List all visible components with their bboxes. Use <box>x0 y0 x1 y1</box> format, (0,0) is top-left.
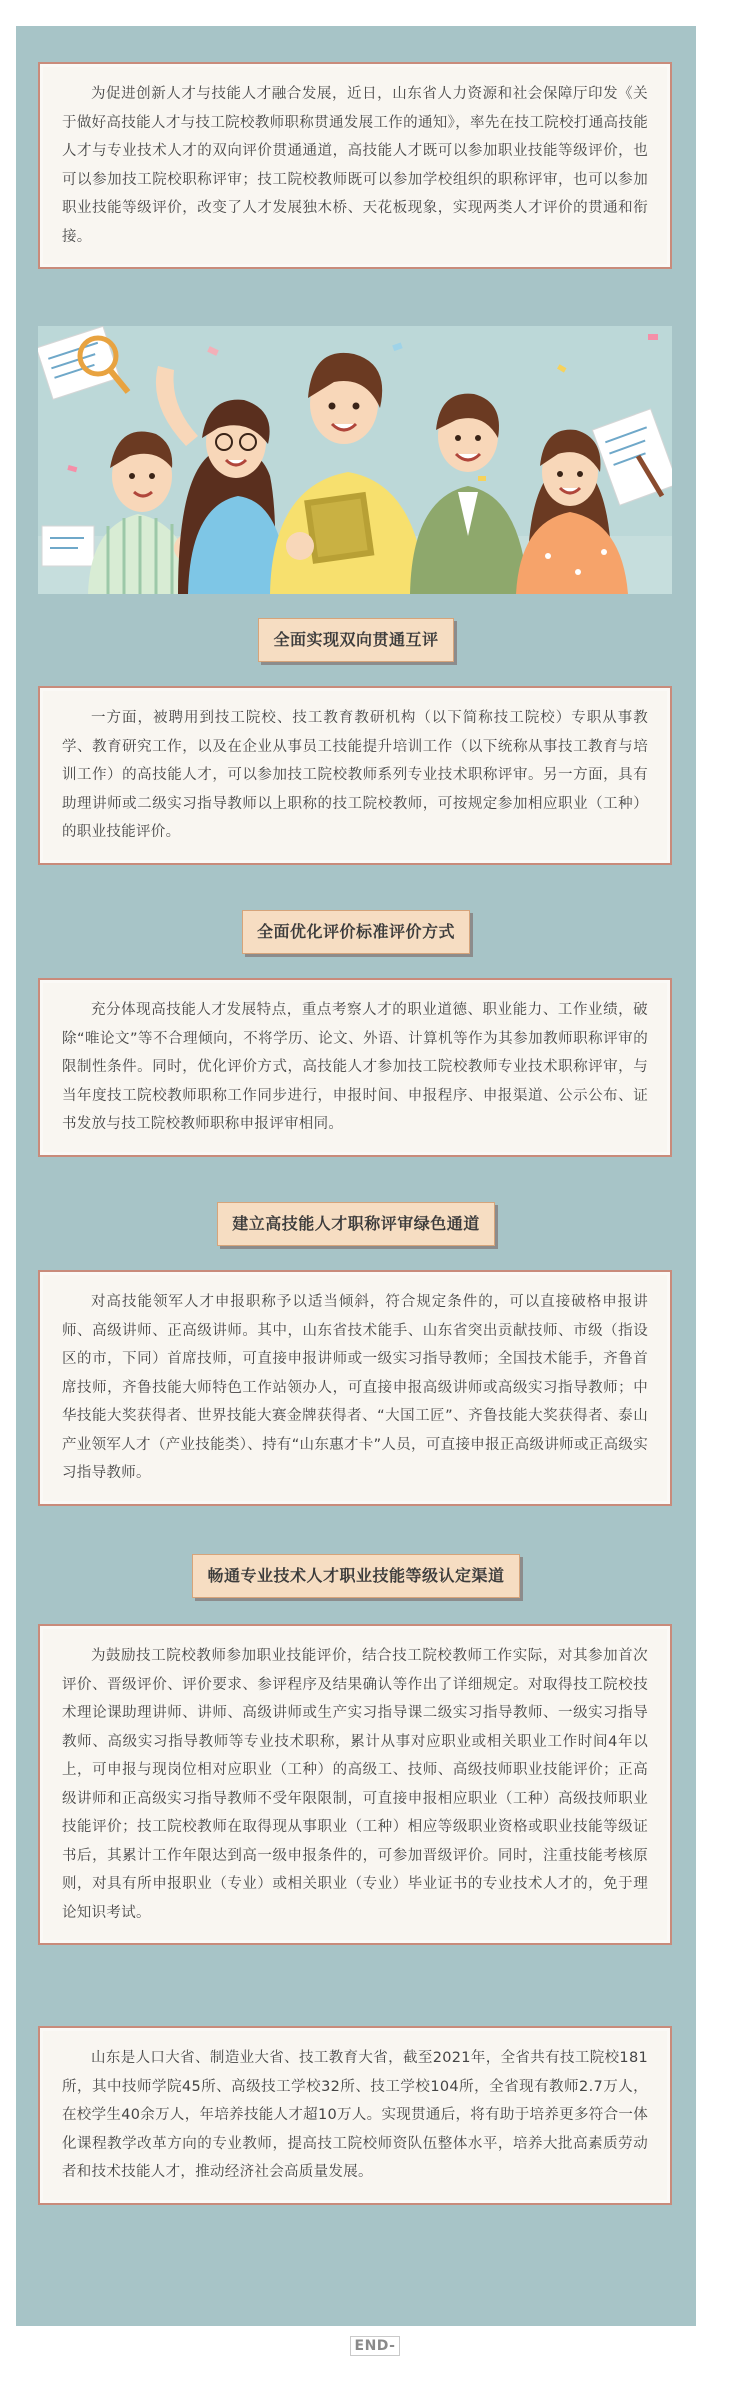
section-body-3: 对高技能领军人才申报职称予以适当倾斜，符合规定条件的，可以直接破格申报讲师、高级讲师、正高级讲师。其中，山东省技术能手、山东省突出贡献技师、市级（指设区的市，下同）首席技师，可直接申报讲师或一级实习指导教师；全国技术能手，齐鲁首席技师，齐鲁技能大师特色工作站领办人，可直接申报高级讲师或高级实习指导教师；中华技能大奖获得者、世界技能大赛金牌获得者、“大国工匠”、齐鲁技能大奖获得者、泰山产业领军人才（产业技能类）、持有“山东惠才卡”人员，可直接申报正高级讲师或正高级实习指导教师。 <box>62 1294 648 1481</box>
section-heading-2 <box>16 910 696 954</box>
section-heading-2-label: 全面优化评价标准评价方式 <box>242 910 470 954</box>
section-heading-1-label: 全面实现双向贯通互评 <box>258 618 453 662</box>
banner-illustration <box>38 326 672 594</box>
section-heading-4-label: 畅通专业技术人才职业技能等级认定渠道 <box>192 1554 519 1598</box>
section-heading-3 <box>16 1202 696 1246</box>
intro-text: 为促进创新人才与技能人才融合发展，近日，山东省人力资源和社会保障厅印发《关于做好高技能人才与技工院校教师职称贯通发展工作的通知》，率先在技工院校打通高技能人才与专业技术人才的双向评价贯通通道，高技能人才既可以参加职业技能等级评价，也可以参加技工院校职称评审；技工院校教师既可以参加学校组织的职称评审，也可以参加职业技能等级评价，改变了人才发展独木桥、天花板现象，实现两类人才评价的贯通和衔接。 <box>62 86 648 245</box>
end-marker <box>0 2335 750 2356</box>
section-card-4 <box>38 1624 672 1945</box>
section-card-2 <box>38 978 672 1157</box>
section-heading-4 <box>16 1554 696 1598</box>
end-label: END- <box>350 2336 401 2356</box>
section-heading-3-label: 建立高技能人才职称评审绿色通道 <box>217 1202 495 1246</box>
intro-card <box>38 62 672 269</box>
section-card-1 <box>38 686 672 865</box>
section-body-4: 为鼓励技工院校教师参加职业技能评价，结合技工院校教师工作实际，对其参加首次评价、晋级评价、评价要求、参评程序及结果确认等作出了详细规定。对取得技工院校技术理论课助理讲师、讲师、高级讲师或生产实习指导课二级实习指导教师、一级实习指导教师、高级实习指导教师等专业技术职称，累计从事对应职业或相关职业工作时间4年以上，可申报与现岗位相对应职业（工种）的高级工、技师、高级技师职业技能评价；正高级讲师和正高级实习指导教师不受年限限制，可直接申报相应职业（工种）高级技师职业技能评价；技工院校教师在取得现从事职业（工种）相应等级职业资格或职业技能等级证书后，其累计工作年限达到高一级申报条件的，可参加晋级评价。同时，注重技能考核原则，对具有所申报职业（专业）或相关职业（专业）毕业证书的专业技术人才的，免于理论知识考试。 <box>62 1648 648 1921</box>
section-card-3 <box>38 1270 672 1506</box>
section-body-2: 充分体现高技能人才发展特点，重点考察人才的职业道德、职业能力、工作业绩，破除“唯论文”等不合理倾向，不将学历、论文、外语、计算机等作为其参加教师职称评审的限制性条件。同时，优化评价方式，高技能人才参加技工院校教师专业技术职称评审，与当年度技工院校教师职称工作同步进行，申报时间、申报程序、申报渠道、公示公布、证书发放与技工院校教师职称申报评审相同。 <box>62 1002 648 1132</box>
section-heading-1 <box>16 618 696 662</box>
closing-card <box>38 2026 672 2205</box>
closing-text: 山东是人口大省、制造业大省、技工教育大省，截至2021年，全省共有技工院校181所，其中技师学院45所、高级技工学校32所、技工学校104所，全省现有教师2.7万人，在校学生40余万人，年培养技能人才超10万人。实现贯通后，将有助于培养更多符合一体化课程教学改革方向的专业教师，提高技工院校师资队伍整体水平，培养大批高素质劳动者和技术技能人才，推动经济社会高质量发展。 <box>62 2050 648 2180</box>
article-panel <box>16 26 696 2326</box>
section-body-1: 一方面，被聘用到技工院校、技工教育教研机构（以下简称技工院校）专职从事教学、教育研究工作，以及在企业从事员工技能提升培训工作（以下统称从事技工教育与培训工作）的高技能人才，可以参加技工院校教师系列专业技术职称评审。另一方面，具有助理讲师或二级实习指导教师以上职称的技工院校教师，可按规定参加相应职业（工种）的职业技能评价。 <box>62 710 648 840</box>
